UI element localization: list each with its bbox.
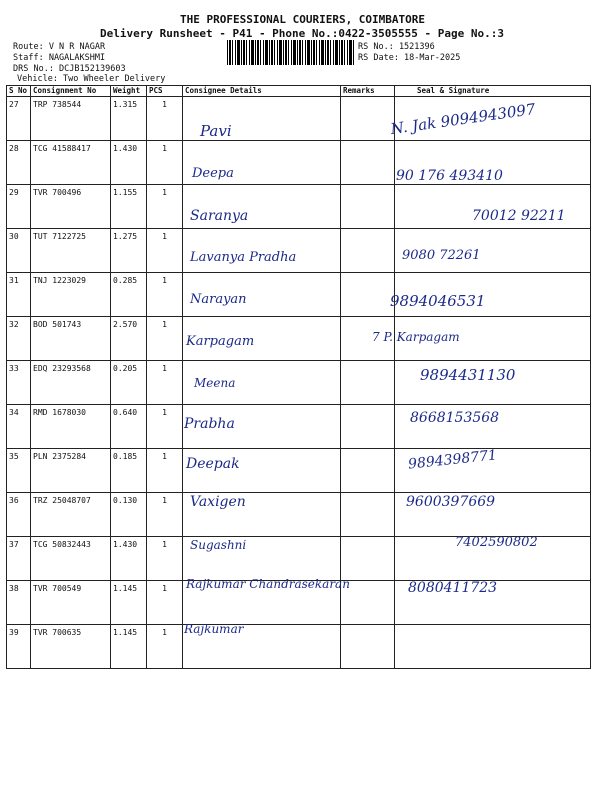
cell-pcs: 1 (147, 317, 183, 361)
handwritten-signature: 7 P. Karpagam (372, 330, 460, 344)
handwritten-name: Sugashni (190, 538, 247, 552)
cell-weight: 0.285 (111, 273, 147, 317)
handwritten-signature: 9894431130 (420, 366, 516, 384)
handwritten-name: Pavi (200, 122, 232, 140)
cell-weight: 0.205 (111, 361, 147, 405)
runsheet-subtitle: Delivery Runsheet - P41 - Phone No.:0422-3505555 - Page No.:3 (100, 27, 504, 40)
cell-remarks (341, 493, 395, 537)
cell-pcs: 1 (147, 405, 183, 449)
cell-consignment: TCG 50832443 (31, 537, 111, 581)
cell-weight: 1.430 (111, 537, 147, 581)
cell-consignment: BOD 501743 (31, 317, 111, 361)
handwritten-name: Saranya (190, 208, 249, 224)
cell-remarks (341, 405, 395, 449)
cell-pcs: 1 (147, 229, 183, 273)
cell-weight: 1.145 (111, 581, 147, 625)
cell-weight: 1.430 (111, 141, 147, 185)
handwritten-signature: 70012 92211 (472, 208, 566, 224)
cell-weight: 0.130 (111, 493, 147, 537)
cell-seal (395, 625, 591, 669)
cell-consignment: EDQ 23293568 (31, 361, 111, 405)
cell-sno: 34 (7, 405, 31, 449)
handwritten-name: Deepa (192, 166, 234, 181)
cell-sno: 28 (7, 141, 31, 185)
staff: Staff: NAGALAKSHMI (13, 53, 106, 63)
cell-consignment: TVR 700496 (31, 185, 111, 229)
cell-sno: 39 (7, 625, 31, 669)
cell-remarks (341, 625, 395, 669)
col-weight: Weight (111, 86, 147, 97)
table-header (7, 86, 591, 97)
table-row (7, 493, 591, 537)
cell-sno: 36 (7, 493, 31, 537)
cell-weight: 1.275 (111, 229, 147, 273)
cell-remarks (341, 97, 395, 141)
rs-date: RS Date: 18-Mar-2025 (358, 53, 461, 63)
col-remarks: Remarks (341, 86, 395, 97)
handwritten-signature: 8668153568 (410, 410, 500, 426)
cell-pcs: 1 (147, 141, 183, 185)
cell-sno: 35 (7, 449, 31, 493)
handwritten-name: Karpagam (186, 334, 255, 349)
handwritten-name: Meena (194, 376, 236, 390)
handwritten-name: Rajkumar (184, 622, 244, 636)
cell-consignment: TUT 7122725 (31, 229, 111, 273)
handwritten-name: Rajkumar Chandrasekaran (186, 577, 350, 591)
cell-remarks (341, 141, 395, 185)
cell-consignment: TRZ 25048707 (31, 493, 111, 537)
cell-sno: 38 (7, 581, 31, 625)
handwritten-signature: N. Jak 9094943097 (389, 99, 537, 139)
handwritten-name: Prabha (184, 416, 235, 432)
cell-pcs: 1 (147, 361, 183, 405)
cell-remarks (341, 449, 395, 493)
cell-weight: 0.640 (111, 405, 147, 449)
cell-consignment: TCG 41588417 (31, 141, 111, 185)
cell-consignment: TRP 738544 (31, 97, 111, 141)
handwritten-signature: 90 176 493410 (396, 168, 503, 184)
col-sno: S No (7, 86, 31, 97)
cell-remarks (341, 361, 395, 405)
route: Route: V N R NAGAR (13, 42, 106, 52)
cell-pcs: 1 (147, 185, 183, 229)
handwritten-signature: 8080411723 (408, 580, 498, 596)
handwritten-name: Lavanya Pradha (190, 250, 297, 265)
col-pcs: PCS (147, 86, 183, 97)
cell-pcs: 1 (147, 449, 183, 493)
cell-consignment: TNJ 1223029 (31, 273, 111, 317)
cell-pcs: 1 (147, 493, 183, 537)
table-row (7, 449, 591, 493)
cell-sno: 37 (7, 537, 31, 581)
handwritten-name: Vaxigen (190, 494, 246, 510)
barcode (227, 40, 354, 65)
cell-consignment: PLN 2375284 (31, 449, 111, 493)
cell-remarks (341, 229, 395, 273)
cell-pcs: 1 (147, 97, 183, 141)
vehicle: Vehicle: Two Wheeler Delivery (17, 74, 166, 84)
cell-weight: 1.155 (111, 185, 147, 229)
table-row (7, 273, 591, 317)
col-seal: Seal & Signature (395, 86, 591, 97)
cell-remarks (341, 537, 395, 581)
col-consignment: Consignment No (31, 86, 111, 97)
handwritten-signature: 9080 72261 (402, 248, 481, 263)
table-row (7, 405, 591, 449)
cell-pcs: 1 (147, 625, 183, 669)
col-consignee: Consignee Details (183, 86, 341, 97)
drs-number: DRS No.: DCJB152139603 (13, 64, 126, 74)
handwritten-signature: 9600397669 (406, 494, 496, 510)
handwritten-signature: 9894398771 (407, 447, 498, 473)
cell-sno: 29 (7, 185, 31, 229)
cell-consignment: TVR 700635 (31, 625, 111, 669)
cell-consignment: RMD 1678030 (31, 405, 111, 449)
cell-weight: 1.145 (111, 625, 147, 669)
handwritten-name: Deepak (186, 456, 240, 472)
cell-pcs: 1 (147, 537, 183, 581)
cell-sno: 31 (7, 273, 31, 317)
handwritten-signature: 9894046531 (390, 292, 486, 310)
table-row (7, 317, 591, 361)
table-row (7, 625, 591, 669)
cell-weight: 0.185 (111, 449, 147, 493)
cell-weight: 1.315 (111, 97, 147, 141)
cell-weight: 2.570 (111, 317, 147, 361)
cell-remarks (341, 273, 395, 317)
table-row (7, 229, 591, 273)
cell-sno: 32 (7, 317, 31, 361)
handwritten-name: Narayan (190, 292, 247, 307)
cell-pcs: 1 (147, 581, 183, 625)
rs-number: RS No.: 1521396 (358, 42, 435, 52)
company-name: THE PROFESSIONAL COURIERS, COIMBATORE (180, 13, 426, 26)
cell-sno: 30 (7, 229, 31, 273)
cell-pcs: 1 (147, 273, 183, 317)
cell-sno: 33 (7, 361, 31, 405)
cell-sno: 27 (7, 97, 31, 141)
handwritten-signature: 7402590802 (455, 535, 538, 550)
cell-consignment: TVR 700549 (31, 581, 111, 625)
cell-remarks (341, 185, 395, 229)
